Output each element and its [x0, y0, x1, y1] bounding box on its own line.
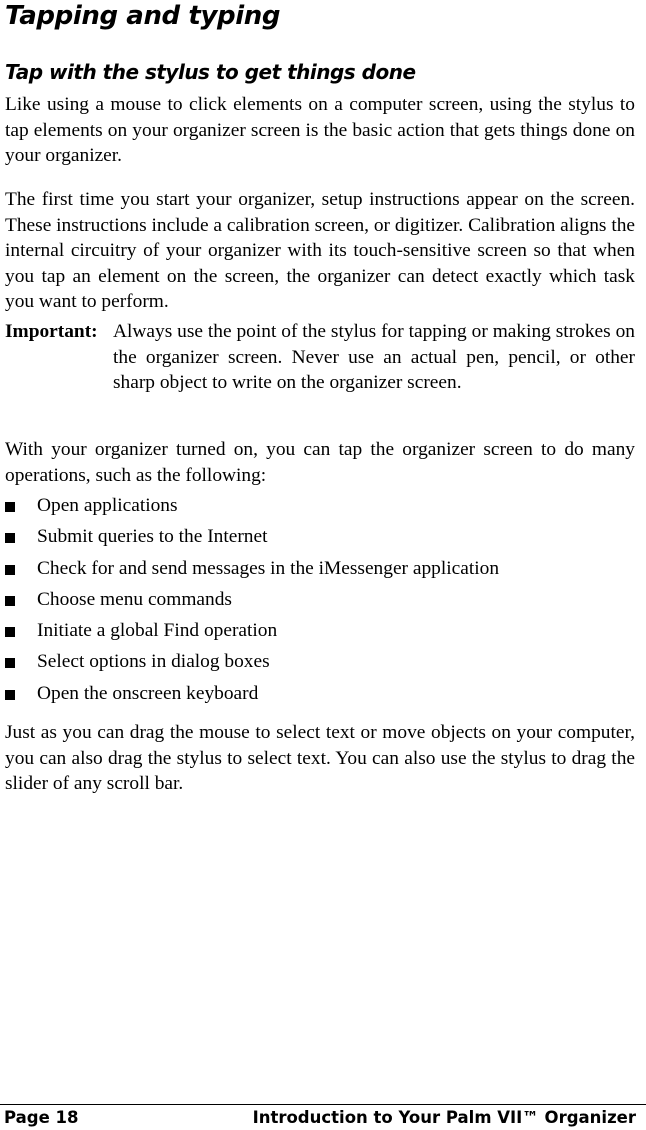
note-text: Always use the point of the stylus for tapping or making strokes on the organizer screen. Never use an actual pen, pencil, or other sharp object to write on the organizer screen.	[113, 321, 635, 393]
list-item-text: Initiate a global Find operation	[37, 620, 278, 642]
calibration-paragraph: The first time you start your organizer, setup instructions appear on the screen. These instructions include a calibration screen, or digitizer. Calibration aligns the internal circuitry of your organizer with its touch-sensitive screen so that when you tap an element on the screen, the organizer can detect exactly which task you want to perform.	[5, 189, 636, 312]
list-item	[5, 524, 635, 555]
square-bullet-icon	[5, 658, 15, 668]
square-bullet-icon	[5, 502, 15, 512]
drag-paragraph: Just as you can drag the mouse to select text or move objects on your computer, you can also drag the stylus to select text. You can also use the stylus to drag the slider of any scroll bar.	[5, 722, 635, 794]
subsection-heading: Tap with the stylus to get things done	[5, 60, 416, 84]
list-item	[5, 587, 635, 618]
list-item	[5, 649, 635, 680]
square-bullet-icon	[5, 627, 15, 637]
operations-intro-paragraph: With your organizer turned on, you can tap the organizer screen to do many operations, such as the following:	[5, 439, 635, 486]
list-item-text: Check for and send messages in the iMessenger application	[37, 557, 500, 579]
list-item	[5, 618, 635, 649]
list-item-text: Select options in dialog boxes	[37, 651, 270, 673]
operations-list	[5, 493, 635, 712]
page-number: Page 18	[4, 1108, 79, 1127]
list-item	[5, 493, 635, 524]
list-item-text: Open the onscreen keyboard	[37, 682, 259, 704]
list-item	[5, 556, 635, 587]
list-item-text: Choose menu commands	[37, 588, 232, 610]
list-item-text: Open applications	[37, 495, 178, 516]
note-label: Important:	[5, 321, 98, 342]
list-item-text: Submit queries to the Internet	[37, 526, 268, 548]
square-bullet-icon	[5, 565, 15, 575]
footer-divider	[0, 1104, 646, 1105]
section-heading: Tapping and typing	[5, 1, 281, 31]
square-bullet-icon	[5, 533, 15, 543]
intro-paragraph: Like using a mouse to click elements on a computer screen, using the stylus to tap elements on your organizer screen is the basic action that gets things done on your organizer.	[5, 94, 635, 166]
book-title: Introduction to Your Palm VII™ Organizer	[252, 1108, 636, 1127]
list-item	[5, 681, 635, 712]
square-bullet-icon	[5, 690, 15, 700]
square-bullet-icon	[5, 596, 15, 606]
